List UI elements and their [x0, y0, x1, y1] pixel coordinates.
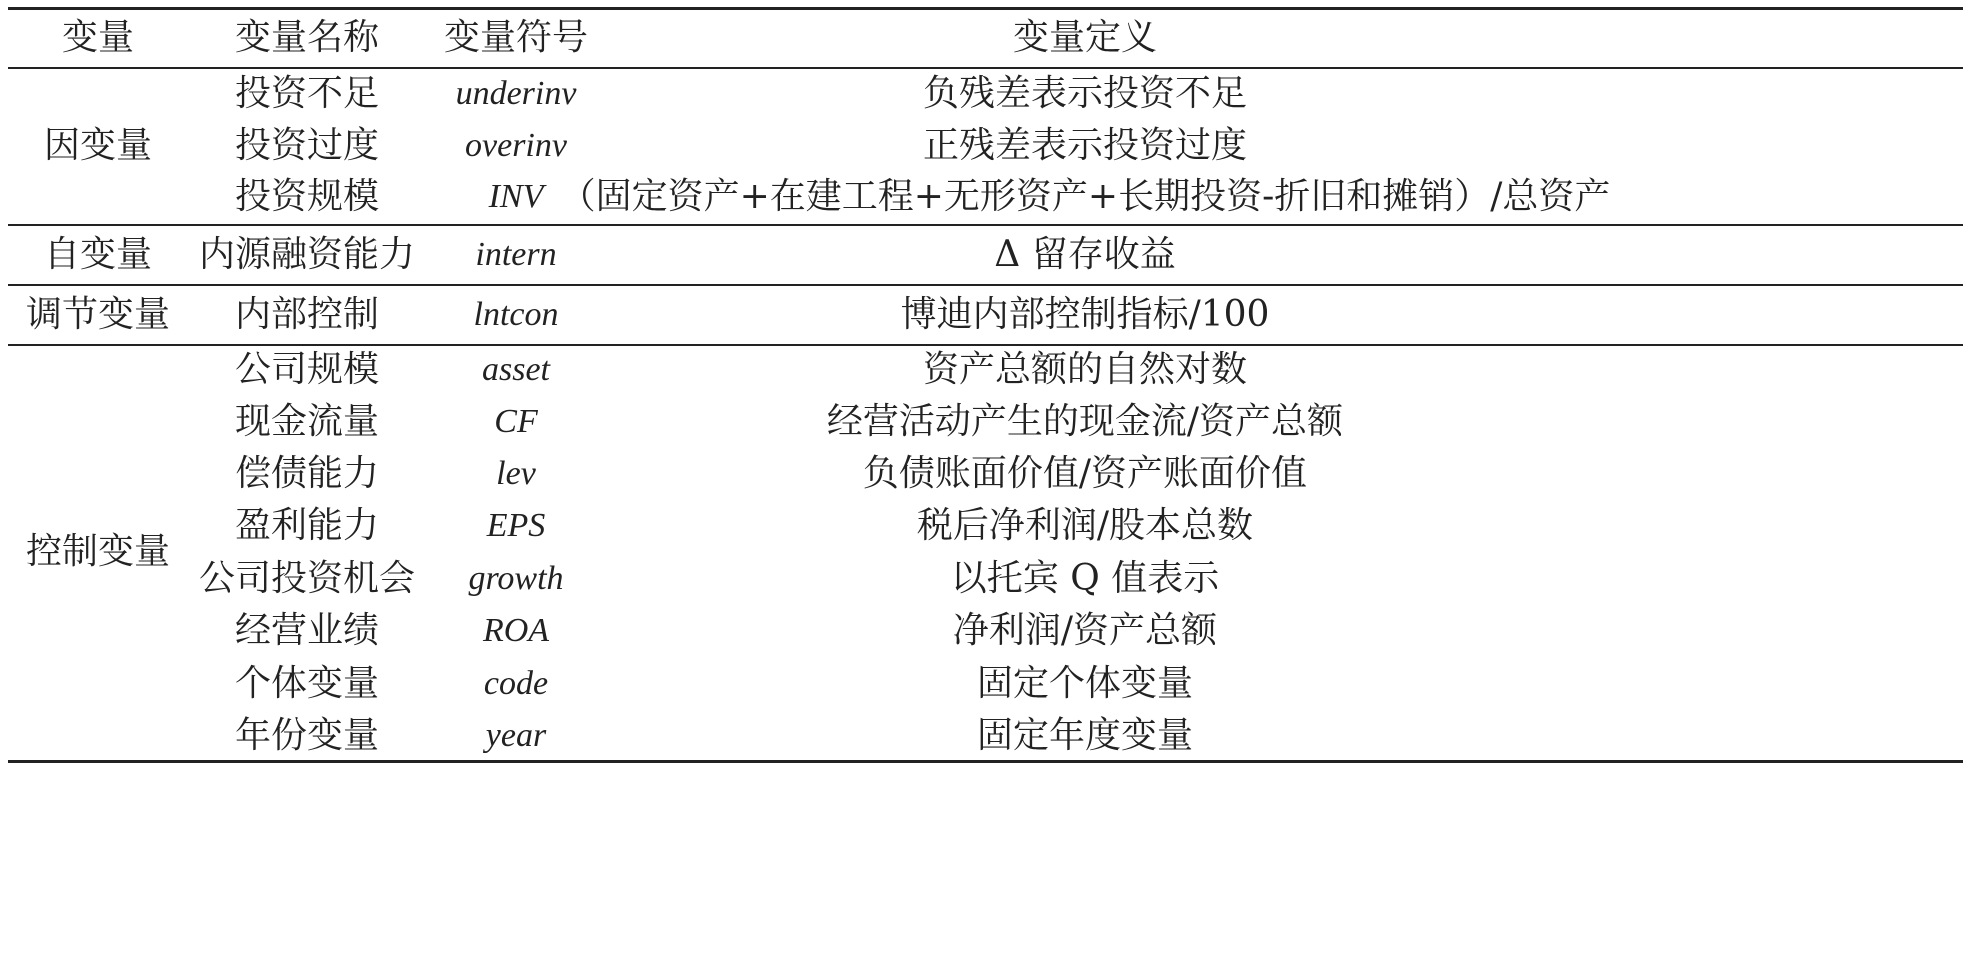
variable-name: 公司投资机会 [198, 558, 416, 599]
variable-name: 经营业绩 [234, 610, 380, 651]
variable-name: 盈利能力 [234, 505, 380, 546]
variable-definition: 负债账面价值/资产账面价值 [862, 453, 1308, 494]
variable-name: 公司规模 [234, 349, 380, 390]
variable-definition: 经营活动产生的现金流/资产总额 [826, 401, 1344, 442]
category-independent: 自变量 [43, 234, 153, 275]
variable-name: 投资过度 [234, 125, 380, 166]
variable-name: 年份变量 [234, 715, 380, 756]
header-category: 变量 [61, 17, 135, 58]
variable-definition: 负残差表示投资不足 [922, 73, 1248, 114]
variable-symbol: year [485, 717, 547, 754]
variable-symbol: EPS [486, 507, 546, 544]
table-top-rule [8, 7, 1963, 10]
variable-symbol: intern [475, 236, 557, 273]
variable-symbol: INV [488, 178, 544, 215]
variable-name: 现金流量 [234, 401, 380, 442]
variable-definition: 固定年度变量 [976, 715, 1194, 756]
header-definition: 变量定义 [1012, 17, 1158, 58]
variable-name: 内部控制 [234, 294, 380, 335]
variable-symbol: growth [468, 560, 564, 597]
variable-definition: 正残差表示投资过度 [922, 125, 1248, 166]
group-divider-rule [8, 284, 1963, 286]
category-moderator: 调节变量 [25, 294, 171, 335]
variable-symbol: underinv [455, 75, 577, 112]
variable-symbol: lev [496, 455, 536, 492]
variable-definition: 资产总额的自然对数 [922, 349, 1248, 390]
variable-symbol: CF [494, 403, 538, 440]
variable-definition: 净利润/资产总额 [952, 610, 1218, 651]
variable-name: 投资规模 [234, 176, 380, 217]
header-symbol: 变量符号 [443, 17, 589, 58]
variable-symbol: lntcon [473, 296, 559, 333]
variable-name: 投资不足 [234, 73, 380, 114]
group-divider-rule [8, 224, 1963, 226]
header-name: 变量名称 [234, 17, 380, 58]
variable-name: 内源融资能力 [198, 234, 416, 275]
group-divider-rule [8, 344, 1963, 346]
table-bottom-rule [8, 760, 1963, 763]
category-control: 控制变量 [25, 531, 171, 572]
variable-definition: 以托宾 Q 值表示 [950, 558, 1220, 599]
variable-name: 偿债能力 [234, 453, 380, 494]
variable-name: 个体变量 [234, 663, 380, 704]
variable-definition: （固定资产+在建工程+无形资产+长期投资-折旧和摊销）/总资产 [559, 176, 1611, 217]
variable-definition: 税后净利润/股本总数 [916, 505, 1254, 546]
header-bottom-rule [8, 67, 1963, 69]
variable-symbol: overinv [465, 127, 567, 164]
variable-definition: 固定个体变量 [976, 663, 1194, 704]
variable-symbol: ROA [482, 612, 550, 649]
variable-definition: 博迪内部控制指标/100 [900, 294, 1270, 335]
variable-definition-table [8, 0, 1963, 967]
category-dependent: 因变量 [43, 125, 153, 166]
variable-symbol: code [483, 665, 549, 702]
variable-symbol: asset [482, 351, 550, 388]
variable-definition: Δ 留存收益 [994, 234, 1176, 275]
